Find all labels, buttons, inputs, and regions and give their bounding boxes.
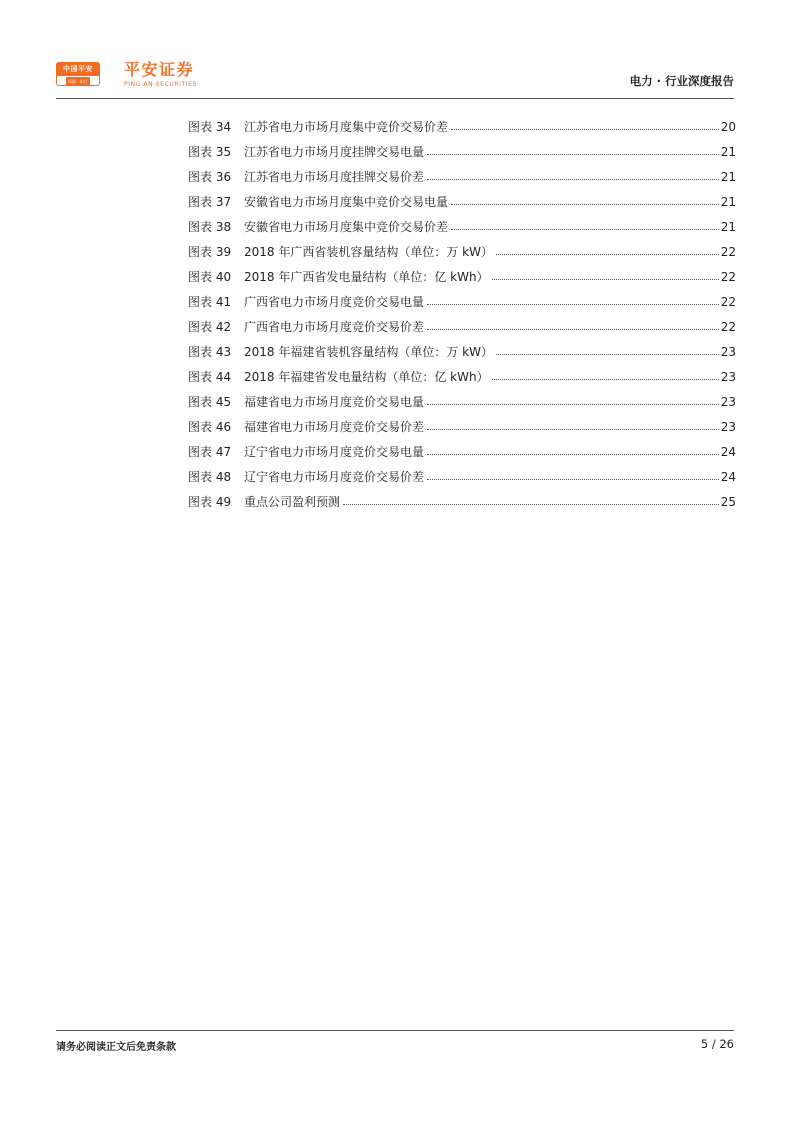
toc-entry-label: 图表 44: [188, 369, 232, 384]
toc-entry-page: 22: [720, 244, 736, 259]
toc-entry[interactable]: [188, 289, 736, 314]
toc-entry-label: 图表 37: [188, 194, 232, 209]
toc-entry[interactable]: [188, 264, 736, 289]
toc-dot-leader: [427, 329, 719, 330]
toc-entry-label: 图表 42: [188, 319, 232, 334]
toc-entry-page: 21: [720, 169, 736, 184]
toc-entry-title: 重点公司盈利预测: [244, 494, 341, 509]
toc-entry-label: 图表 35: [188, 144, 232, 159]
toc-dot-leader: [496, 354, 719, 355]
figure-list: [188, 114, 736, 514]
toc-dot-leader: [427, 179, 719, 180]
logo-badge-top: 中国平安: [57, 63, 99, 76]
toc-entry[interactable]: [188, 114, 736, 139]
toc-entry[interactable]: [188, 464, 736, 489]
toc-dot-leader: [427, 479, 719, 480]
toc-entry-label: 图表 34: [188, 119, 232, 134]
toc-entry-page: 20: [720, 119, 736, 134]
toc-entry[interactable]: [188, 139, 736, 164]
toc-entry-page: 21: [720, 219, 736, 234]
toc-entry-label: 图表 38: [188, 219, 232, 234]
toc-entry-title: 2018 年福建省发电量结构（单位：亿 kWh）: [244, 369, 489, 384]
toc-entry-title: 江苏省电力市场月度挂牌交易价差: [244, 169, 425, 184]
page-indicator: 5 / 26: [700, 1037, 734, 1051]
toc-entry-title: 安徽省电力市场月度集中竞价交易电量: [244, 194, 449, 209]
toc-dot-leader: [427, 154, 719, 155]
toc-dot-leader: [492, 279, 719, 280]
toc-entry-page: 23: [720, 419, 736, 434]
toc-entry-label: 图表 47: [188, 444, 232, 459]
toc-entry-title: 2018 年福建省装机容量结构（单位：万 kW）: [244, 344, 493, 359]
toc-entry-title: 广西省电力市场月度竞价交易电量: [244, 294, 425, 309]
toc-entry-title: 安徽省电力市场月度集中竞价交易价差: [244, 219, 449, 234]
toc-entry-label: 图表 40: [188, 269, 232, 284]
toc-entry-page: 22: [720, 269, 736, 284]
toc-entry[interactable]: [188, 414, 736, 439]
toc-entry-label: 图表 36: [188, 169, 232, 184]
toc-entry-title: 福建省电力市场月度竞价交易价差: [244, 419, 425, 434]
toc-entry[interactable]: [188, 389, 736, 414]
toc-entry[interactable]: [188, 164, 736, 189]
ping-an-logo-badge: [56, 62, 100, 86]
toc-entry-title: 广西省电力市场月度竞价交易价差: [244, 319, 425, 334]
toc-entry-label: 图表 45: [188, 394, 232, 409]
toc-entry-page: 21: [720, 144, 736, 159]
toc-entry[interactable]: [188, 314, 736, 339]
toc-entry-title: 辽宁省电力市场月度竞价交易价差: [244, 469, 425, 484]
toc-entry[interactable]: [188, 239, 736, 264]
report-category: 电力 · 行业深度报告: [629, 74, 734, 88]
toc-dot-leader: [451, 229, 719, 230]
toc-entry-label: 图表 43: [188, 344, 232, 359]
toc-entry-title: 江苏省电力市场月度集中竞价交易价差: [244, 119, 449, 134]
toc-entry[interactable]: [188, 364, 736, 389]
toc-dot-leader: [343, 504, 719, 505]
toc-dot-leader: [427, 454, 719, 455]
page-header: [56, 58, 734, 99]
toc-entry-page: 23: [720, 369, 736, 384]
toc-dot-leader: [427, 404, 719, 405]
brand-name-en: PING AN SECURITIES: [124, 81, 197, 88]
toc-entry-label: 图表 49: [188, 494, 232, 509]
toc-dot-leader: [451, 129, 719, 130]
toc-entry[interactable]: [188, 339, 736, 364]
toc-entry-title: 2018 年广西省装机容量结构（单位：万 kW）: [244, 244, 493, 259]
toc-entry[interactable]: [188, 439, 736, 464]
brand-name: 平安证券: [124, 60, 195, 79]
toc-entry-page: 25: [720, 494, 736, 509]
toc-entry-title: 江苏省电力市场月度挂牌交易电量: [244, 144, 425, 159]
logo-badge-bottom: 保险 · 银行: [66, 77, 90, 86]
toc-entry-page: 23: [720, 394, 736, 409]
toc-entry-page: 23: [720, 344, 736, 359]
toc-dot-leader: [427, 304, 719, 305]
toc-entry-title: 辽宁省电力市场月度竞价交易电量: [244, 444, 425, 459]
toc-dot-leader: [496, 254, 719, 255]
toc-entry-page: 22: [720, 294, 736, 309]
toc-entry[interactable]: [188, 189, 736, 214]
toc-dot-leader: [451, 204, 719, 205]
toc-entry-page: 22: [720, 319, 736, 334]
toc-entry-title: 2018 年广西省发电量结构（单位：亿 kWh）: [244, 269, 489, 284]
page-footer: [56, 1030, 734, 1055]
toc-entry-label: 图表 39: [188, 244, 232, 259]
toc-entry-label: 图表 48: [188, 469, 232, 484]
toc-entry[interactable]: [188, 489, 736, 514]
disclaimer-note: 请务必阅读正文后免责条款: [56, 1042, 176, 1053]
toc-entry-title: 福建省电力市场月度竞价交易电量: [244, 394, 425, 409]
toc-entry-label: 图表 46: [188, 419, 232, 434]
toc-entry-page: 21: [720, 194, 736, 209]
toc-entry-page: 24: [720, 444, 736, 459]
toc-dot-leader: [492, 379, 719, 380]
brand-logo: [124, 60, 197, 89]
toc-entry-page: 24: [720, 469, 736, 484]
toc-dot-leader: [427, 429, 719, 430]
toc-entry-label: 图表 41: [188, 294, 232, 309]
toc-entry[interactable]: [188, 214, 736, 239]
